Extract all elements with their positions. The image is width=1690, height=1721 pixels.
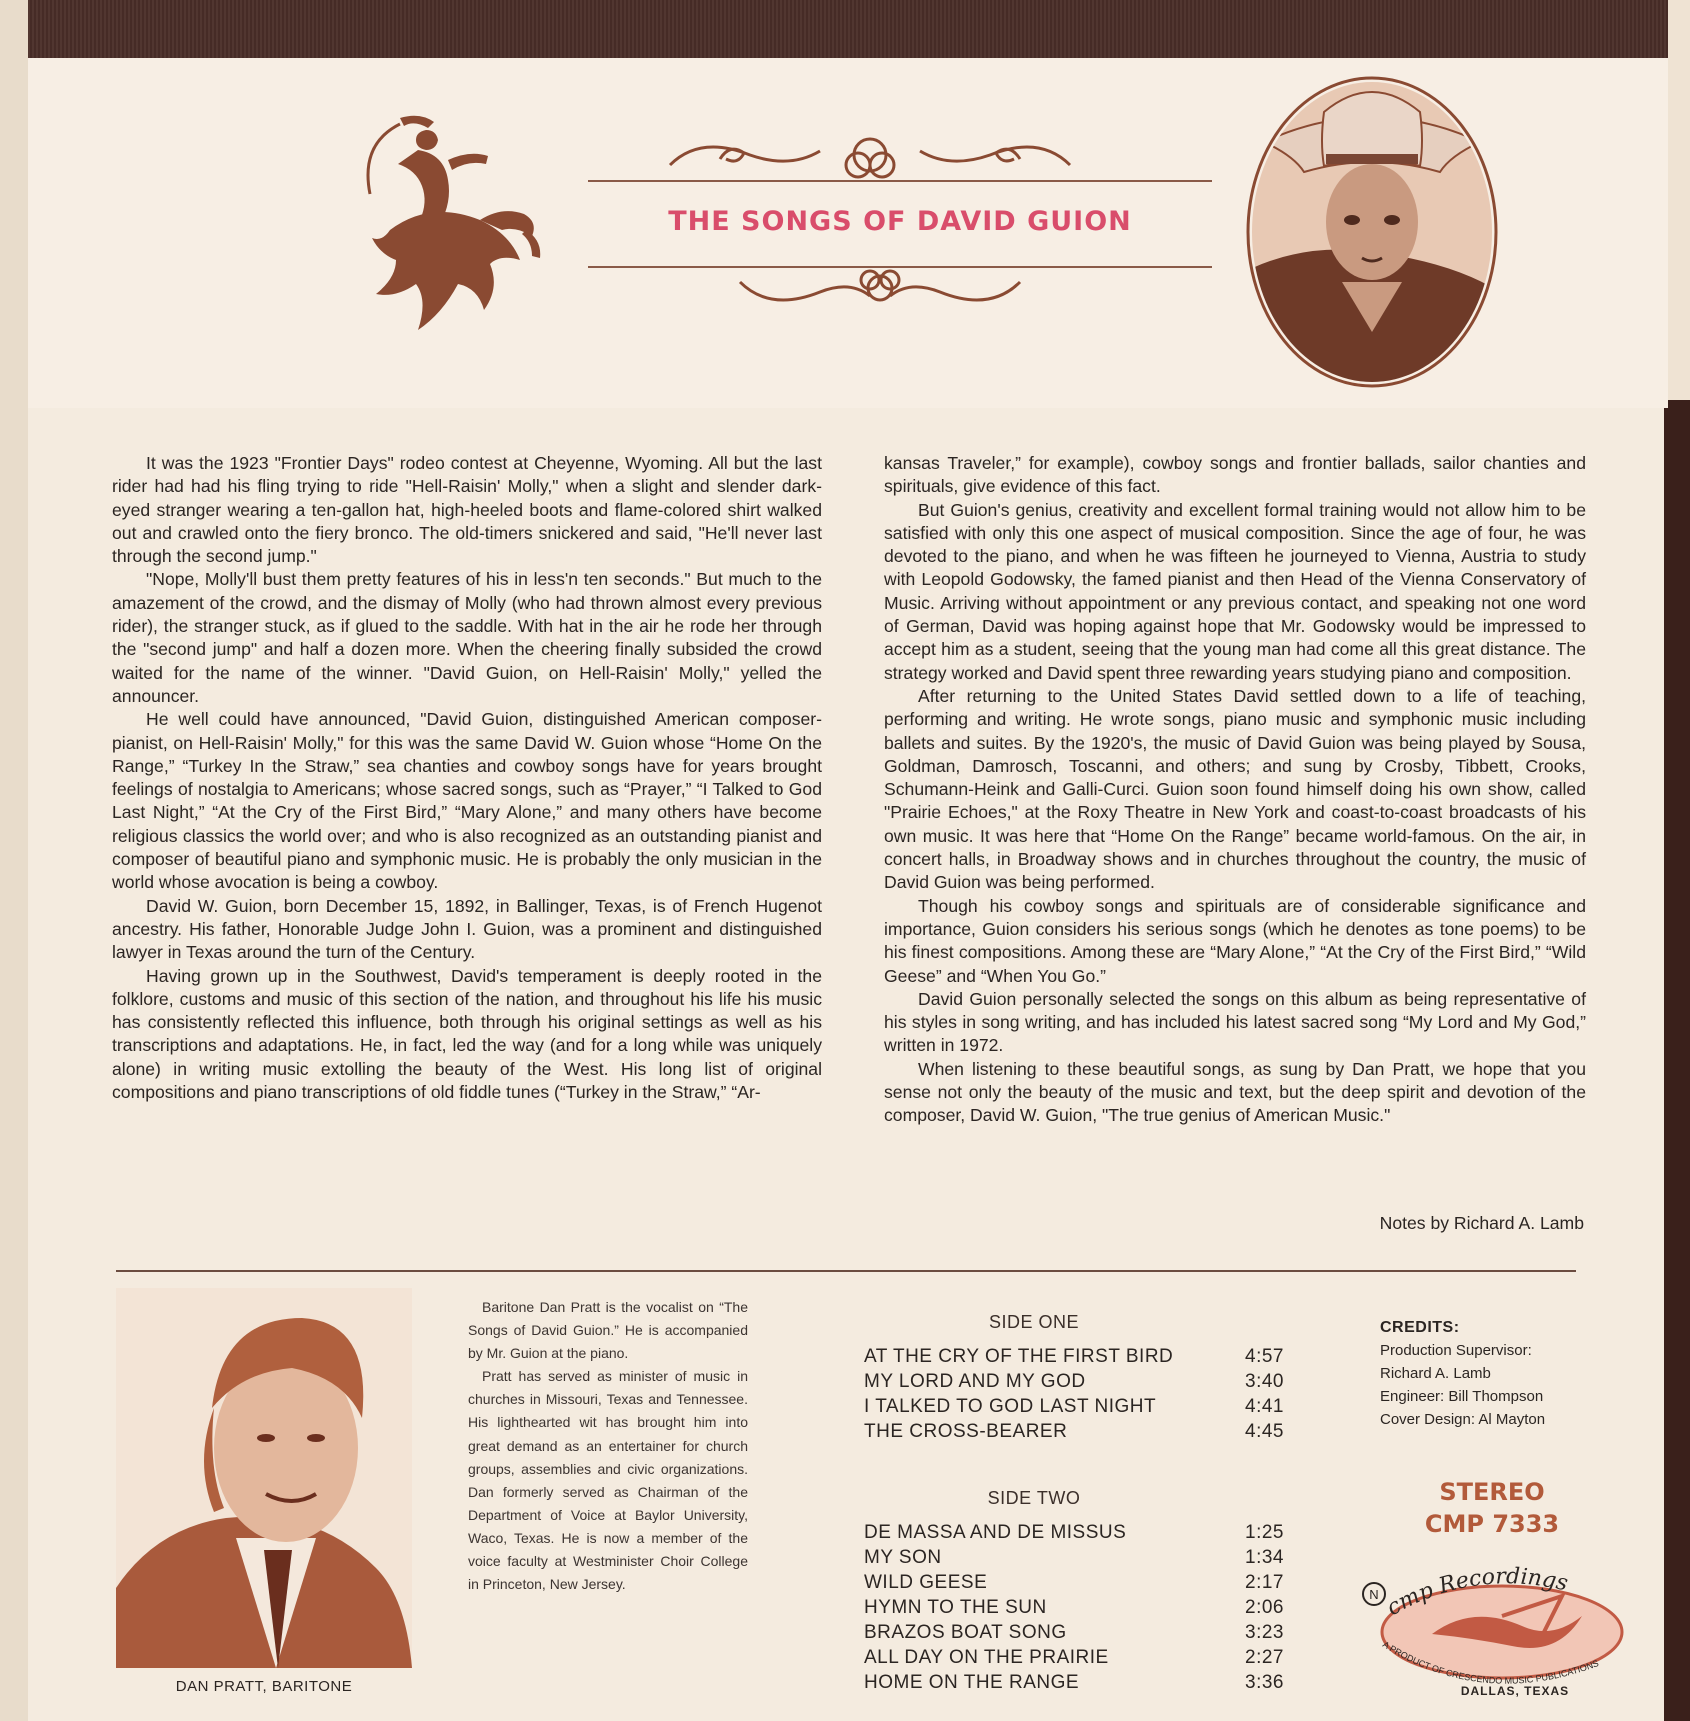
engineer-credit [1380,1385,1590,1408]
paragraph: "Nope, Molly'll bust them pretty features of his in less'n ten seconds." But much to the amazement of the crowd, and the dismay of Molly (who had thrown almost every previous rider), the stranger stuck, as if glued to the saddle. With hat in the air he rode her through the "second jump" and half a dozen more. When the cheering finally subsided the crowd waited for the name of the winner. "David Guion, on Hell-Raisin' Molly," yelled the announcer. [112,569,822,706]
track-duration: 2:06 [1245,1597,1284,1618]
credits-block [1380,1316,1590,1431]
top-binding-band [28,0,1668,58]
liner-notes-right-column [884,452,1586,1128]
production-label: Production Supervisor: [1380,1342,1532,1359]
track-title: WILD GEESE [864,1572,988,1593]
track-title: I TALKED TO GOD LAST NIGHT [864,1396,1157,1417]
cover-name: Al Mayton [1478,1411,1546,1428]
bio-paragraph: Pratt has served as minister of music in churches in Missouri, Texas and Tennessee. His lighthearted wit has brought him into great demand as an entertainer for church groups, assemblies and civic organizations. Dan formerly served as Chairman of the Department of Voice at Baylor University, Waco, Texas. He is now a member of the voice faculty at Westminister Choir College in Princeton, New Jersey. [468,1368,748,1593]
section-divider [116,1270,1576,1272]
track-duration: 3:23 [1245,1622,1284,1643]
photo-caption: DAN PRATT, BARITONE [175,1678,353,1695]
david-guion-portrait [1244,72,1500,392]
right-binding-band [1664,400,1690,1721]
paragraph: But Guion's genius, creativity and excellent formal training would not allow him to be satisfied with only this one aspect of musical composition. Since the age of four, he was devoted to the piano, and when he was fifteen he journeyed to Vienna, Austria to study with Leopold Godowsky, the famed pianist and then Head of the Vienna Conservatory of Music. Arriving without appointment or any previous contact, and speaking not one word of German, David was hoping against hope that Mr. Godowsky would be impressed to accept him as a student, seeing that the young man had come all this great distance. The strategy worked and David spent three rewarding years studying piano and composition. [884,499,1586,683]
paragraph: David W. Guion, born December 15, 1892, in Ballinger, Texas, is of French Hugenot ancestry. His father, Honorable Judge John I. Guion, was a prominent and distinguished lawyer in Texas around the turn of the Century. [112,895,822,963]
track-duration: 1:34 [1245,1547,1284,1568]
paragraph: kansas Traveler,” for example), cowboy songs and frontier ballads, sailor chanties and spirituals, give evidence of this fact. [884,453,1586,497]
production-name: Richard A. Lamb [1380,1365,1491,1382]
cover-credit [1380,1408,1590,1431]
track-title: HYMN TO THE SUN [864,1597,1047,1618]
track-row [864,1645,1284,1670]
track-row [864,1620,1284,1645]
track-duration: 1:25 [1245,1522,1284,1543]
bio-paragraph: Baritone Dan Pratt is the vocalist on “The Songs of David Guion.” He is accompanied by Mr. Guion at the piano. [468,1299,748,1362]
track-duration: 4:57 [1245,1346,1284,1367]
title-rule-bottom [588,266,1212,268]
side-one-heading: SIDE ONE [988,1312,1080,1332]
label-name: cmp Recordings [1382,1564,1571,1622]
paragraph: David Guion personally selected the songs on this album as being representative of his styles in song writing, and has included his latest sacred song “My Lord and My God,” written in 1972. [884,988,1586,1056]
stereo-label: STEREO [1439,1478,1545,1506]
track-duration: 2:17 [1245,1572,1284,1593]
ornamental-flourish-top [660,125,1080,195]
vocalist-bio [468,1296,748,1596]
track-title: DE MASSA AND DE MISSUS [864,1522,1127,1543]
ornamental-flourish-bottom [730,262,1030,312]
track-duration: 3:36 [1245,1672,1284,1693]
paragraph: It was the 1923 "Frontier Days" rodeo contest at Cheyenne, Wyoming. All but the last rider had had his fling trying to ride "Hell-Raisin' Molly," when a slight and slender dark-eyed stranger wearing a ten-gallon hat, high-heeled boots and flame-colored shirt walked out and crawled onto the fiery bronco. The old-timers snickered and said, "He'll never last through the second jump." [112,453,822,567]
track-title: BRAZOS BOAT SONG [864,1622,1067,1643]
catalog-number: CMP 7333 [1424,1510,1560,1538]
left-strip [0,0,28,1721]
label-tagline: A PRODUCT OF CRESCENDO MUSIC PUBLICATIONS [1380,1639,1601,1686]
track-row [864,1570,1284,1595]
track-row [864,1670,1284,1695]
track-row [864,1595,1284,1620]
cover-label: Cover Design: [1380,1411,1476,1428]
bronco-rider-illustration [330,110,570,370]
track-row [864,1344,1284,1369]
credits-heading: CREDITS: [1380,1319,1460,1336]
paragraph: After returning to the United States David settled down to a life of teaching, performing and writing. He wrote songs, piano music and symphonic music including ballets and suites. By the 1920's, the music of David Guion was being played by Sousa, Goldman, Damrosch, Toscanni, and others; and sung by Crosby, Tibbett, Crooks, Schumann-Heink and Galli-Curci. Guion soon found himself doing his own show, called "Prairie Echoes," at the Roxy Theatre in New York and coast-to-coast broadcasts of his own music. It was here that “Home On the Range” became world-famous. On the air, in concert halls, in Broadway shows and in churches throughout the country, the music of David Guion was being performed. [884,685,1586,893]
paragraph: Though his cowboy songs and spirituals are of considerable significance and importance, Guion considers his serious songs (which he denotes as tone poems) to be his finest compositions. Among these are “Mary Alone,” “At the Cry of the First Bird,” “Wild Geese” and “When You Go.” [884,895,1586,986]
track-title: HOME ON THE RANGE [864,1672,1080,1693]
cmp-recordings-logo [1352,1556,1632,1696]
label-mark: N [1369,1587,1379,1602]
track-row [864,1369,1284,1394]
track-duration: 4:45 [1245,1421,1284,1442]
paragraph: Having grown up in the Southwest, David's temperament is deeply rooted in the folklore, customs and music of this section of the nation, and throughout his life his music has consistently reflected this influence, both through his original settings as well as his transcriptions and adaptations. He, in fact, led the way (and for a long while was uniquely alone) in writing music extolling the beauty of the West. His long list of original compositions and piano transcriptions of old fiddle tunes (“Turkey in the Straw,” “Ar- [112,965,822,1103]
paragraph: When listening to these beautiful songs, as sung by Dan Pratt, we hope that you sense not only the beauty of the music and text, but the deep spirit and devotion of the composer, David W. Guion, "The true genius of American Music." [884,1058,1586,1126]
side-two-heading: SIDE TWO [987,1488,1081,1508]
engineer-name: Bill Thompson [1448,1388,1544,1405]
paragraph: He well could have announced, "David Guion, distinguished American composer-pianist, on Hell-Raisin' Molly," for this was the same David W. Guion whose “Home On the Range,” “Turkey In the Straw,” sea chanties and cowboy songs have for years brought feelings of nostalgia to Americans; whose sacred songs, such as “Prayer,” “I Talked to God Last Night,” “At the Cry of the First Bird,” “Mary Alone,” and many others have become religious classics the world over; and who is also recognized as an outstanding pianist and composer of beautiful piano and symphonic music. He is probably the only musician in the world whose avocation is being a cowboy. [112,709,822,893]
label-city: DALLAS, TEXAS [1460,1684,1570,1698]
side-two-tracklist [864,1520,1284,1695]
release-info [1400,1476,1584,1540]
engineer-label: Engineer: [1380,1388,1445,1405]
track-duration: 4:41 [1245,1396,1284,1417]
track-title: MY LORD AND MY GOD [864,1371,1086,1392]
dan-pratt-photo [116,1288,412,1668]
notes-author: Notes by Richard A. Lamb [1379,1213,1584,1233]
track-title: THE CROSS-BEARER [864,1421,1068,1442]
track-row [864,1419,1284,1444]
track-title: MY SON [864,1547,942,1568]
track-duration: 2:27 [1245,1647,1284,1668]
title-rule-top [588,180,1212,182]
track-row [864,1520,1284,1545]
track-row [864,1545,1284,1570]
track-duration: 3:40 [1245,1371,1284,1392]
side-one-tracklist [864,1344,1284,1444]
liner-notes-left-column [112,452,822,1104]
track-title: AT THE CRY OF THE FIRST BIRD [864,1346,1174,1367]
track-row [864,1394,1284,1419]
album-title: THE SONGS OF DAVID GUION [668,206,1132,237]
track-title: ALL DAY ON THE PRAIRIE [864,1647,1109,1668]
